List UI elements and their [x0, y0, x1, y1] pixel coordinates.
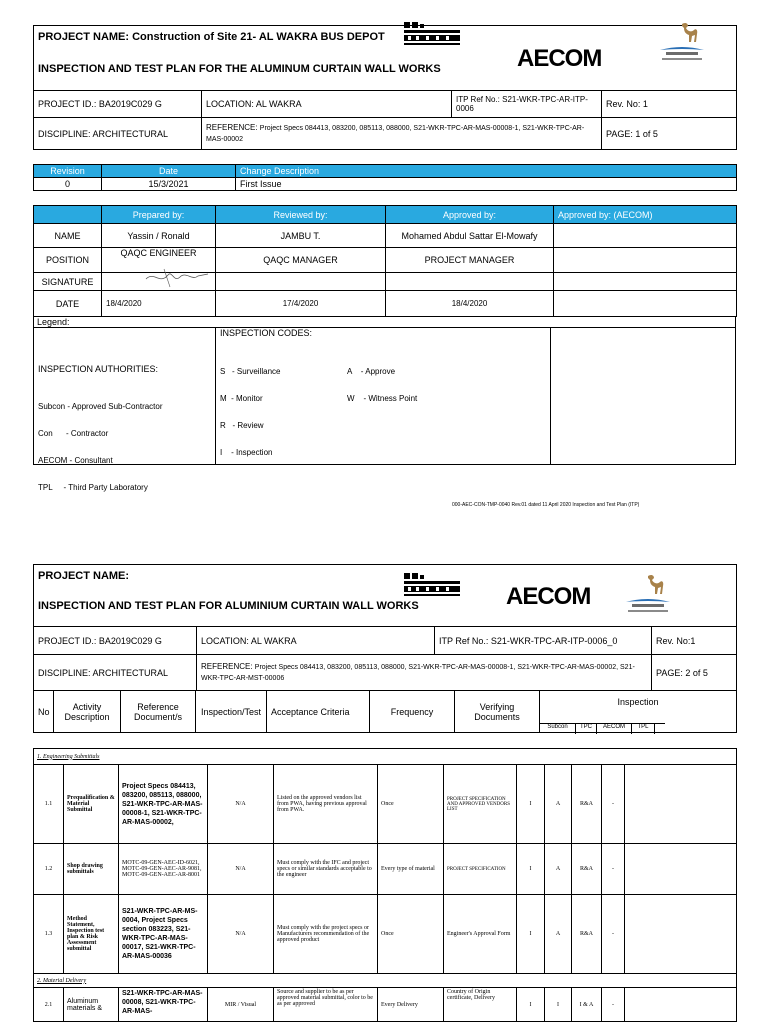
row-reference: Project Specs 084413, 083200, 085113, 088000, S21-WKR-TPC-AR-MAS-00008-1, S21-WKR-TPC-AR-MAS-00002,: [119, 765, 208, 844]
col-verifying-docs: Verifying Documents: [455, 691, 540, 733]
reference-text: Project Specs 084413, 083200, 085113, 088000, S21-WKR-TPC-AR-MAS-00008-1, S21-WKR-TPC-AR-MAS-00002: [206, 124, 585, 143]
row-reference: MOTC-09-GEN-AEC-ID-6021, MOTC-09-GEN-AEC-AR-9081, MOTC-09-GEN-AEC-AR-8001: [119, 844, 208, 895]
row-tpl: -: [602, 765, 625, 844]
legend-vline-1: [215, 327, 216, 464]
prepared-name: Yassin / Ronald: [102, 224, 216, 248]
code-r: R - Review: [220, 421, 264, 430]
discipline: DISCIPLINE: ARCHITECTURAL: [34, 118, 202, 150]
signature-label: SIGNATURE: [34, 273, 102, 291]
code-w: W - Witness Point: [347, 394, 418, 403]
project-name: PROJECT NAME: Construction of Site 21- AL WAKRA BUS DEPOT: [34, 26, 452, 48]
col-no: No: [34, 691, 54, 733]
code-a: A - Approve: [347, 367, 396, 376]
row-frequency: Every Delivery: [378, 988, 444, 1022]
row-aecom: R&A: [572, 765, 602, 844]
row-subcon: I: [517, 844, 545, 895]
row-frequency: Every type of material: [378, 844, 444, 895]
qatar-diar-logo: [404, 22, 462, 64]
aecom-date: [554, 291, 737, 317]
code-i: I - Inspection: [220, 448, 273, 457]
row-reference: S21-WKR-TPC-AR-MAS-00008, S21-WKR-TPC-AR-MAS-: [119, 988, 208, 1022]
project-id: PROJECT ID.: BA2019C029 G: [34, 91, 202, 118]
change-description-header: Change Description: [236, 165, 737, 178]
row-remarks: [625, 765, 737, 844]
table-row: [34, 844, 737, 895]
authority-aecom: AECOM - Consultant: [38, 456, 113, 465]
col-inspection-test: Inspection/Test: [196, 691, 267, 733]
p2-rev-no: Rev. No:1: [652, 627, 737, 655]
sub-subcon: Subcon: [540, 724, 576, 734]
inspection-sub-cell: [540, 713, 737, 733]
page-number: PAGE: 1 of 5: [602, 118, 737, 150]
row-activity: Method Statement, Inspection test plan & Risk Assessment submittal: [64, 895, 119, 974]
p2-column-header-table: [33, 690, 737, 733]
col-activity: Activity Description: [54, 691, 121, 733]
row-aecom: R&A: [572, 895, 602, 974]
col-acceptance: Acceptance Criteria: [267, 691, 370, 733]
sub-tpl: TPL: [632, 724, 655, 734]
prepared-signature: [102, 273, 216, 291]
reviewed-name: JAMBU T.: [216, 224, 386, 248]
aecom-logo: AECOM: [517, 45, 602, 72]
row-remarks: [625, 988, 737, 1022]
p2-page-number: PAGE: 2 of 5: [652, 655, 737, 691]
reviewed-position: QAQC MANAGER: [216, 248, 386, 273]
itp-ref: ITP Ref No.: S21-WKR-TPC-AR-ITP-0006: [452, 91, 602, 118]
p2-project-name: PROJECT NAME:: [34, 565, 435, 587]
contractor-logo: [652, 20, 712, 64]
row-subcon: I: [517, 765, 545, 844]
reference: [202, 118, 602, 150]
footer-note: 000-AEC-CON-TMP-0040 Rev.01 dated 11 April 2020 Inspection and Test Plan (ITP): [452, 502, 640, 508]
p2-reference-text: Project Specs 084413, 083200, 085113, 088000, S21-WKR-TPC-AR-MAS-00008-1, S21-WKR-TPC-AR-MAS-00002, S21-WKR-TPC-AR-MST-00006: [201, 663, 635, 682]
row-criteria: Source and supplier to be as per approved material submittal, color to be as per approved: [274, 988, 378, 1022]
legend-box: [33, 316, 736, 492]
aecom-signature: [554, 273, 737, 291]
p2-location: LOCATION: AL WAKRA: [197, 627, 435, 655]
row-test: N/A: [208, 844, 274, 895]
authorities-title: INSPECTION AUTHORITIES:: [38, 364, 159, 374]
p2-reference: [197, 655, 652, 691]
row-test: N/A: [208, 895, 274, 974]
p2-qatar-diar-logo: [404, 573, 462, 613]
legend-label: Legend:: [37, 317, 70, 327]
row-frequency: Once: [378, 895, 444, 974]
camel-icon: [652, 20, 712, 64]
prepared-by-header: Prepared by:: [102, 206, 216, 224]
prepared-position: QAQC ENGINEER: [102, 248, 216, 273]
row-aecom: I & A: [572, 988, 602, 1022]
col-inspection: Inspection: [540, 691, 737, 713]
p2-discipline: DISCIPLINE: ARCHITECTURAL: [34, 655, 197, 691]
row-reference: S21-WKR-TPC-AR-MS-0004, Project Specs section 083223, S21-WKR-TPC-AR-MAS-00017, S21-WKR-TPC-AR-MAS-00036: [119, 895, 208, 974]
row-no: 1.1: [34, 765, 64, 844]
change-description-value: First Issue: [236, 178, 737, 191]
authorities-list: [38, 384, 163, 510]
p2-camel-icon: [618, 572, 678, 616]
row-docs: Country of Origin certificate, Delivery: [444, 988, 517, 1022]
authority-tpl: TPL - Third Party Laboratory: [38, 483, 148, 492]
p2-qatar-diar-mark-icon: [404, 573, 462, 603]
code-m: M - Monitor: [220, 394, 263, 403]
inspection-sub-row: [540, 723, 665, 734]
table-row: [34, 765, 737, 844]
row-subcon: I: [517, 895, 545, 974]
row-docs: PROJECT SPECIFICATION: [444, 844, 517, 895]
row-docs: PROJECT SPECIFICATION AND APPROVED VENDORS LIST: [444, 765, 517, 844]
row-activity: Shop drawing submittals: [64, 844, 119, 895]
row-criteria: Must comply with the project specs or Manufacturers recommendation of the approved product: [274, 895, 378, 974]
revision-value: 0: [34, 178, 102, 191]
legend-vline-2: [550, 327, 551, 464]
row-docs: Engineer's Approval Form: [444, 895, 517, 974]
approved-by-header: Approved by:: [386, 206, 554, 224]
approval-table: [33, 205, 737, 317]
approved-name: Mohamed Abdul Sattar El-Mowafy: [386, 224, 554, 248]
row-aecom: R&A: [572, 844, 602, 895]
row-remarks: [625, 844, 737, 895]
codes-right-list: [347, 349, 417, 421]
date-header: Date: [102, 165, 236, 178]
row-tpl: -: [602, 988, 625, 1022]
row-no: 1.3: [34, 895, 64, 974]
row-tpc: A: [545, 844, 572, 895]
col-reference: Reference Document/s: [121, 691, 196, 733]
approved-date: 18/4/2020: [386, 291, 554, 317]
aecom-position: [554, 248, 737, 273]
row-no: 2.1: [34, 988, 64, 1022]
row-activity: Aluminum materials &: [64, 988, 119, 1022]
row-test: N/A: [208, 765, 274, 844]
rev-no: Rev. No: 1: [602, 91, 737, 118]
sub-tpc: TPC: [576, 724, 597, 734]
document-title: INSPECTION AND TEST PLAN FOR THE ALUMINUM CURTAIN WALL WORKS: [34, 48, 452, 91]
revision-header: Revision: [34, 165, 102, 178]
p2-reference-label: REFERENCE:: [201, 661, 253, 671]
approved-signature: [386, 273, 554, 291]
row-tpc: A: [545, 895, 572, 974]
p2-document-title: INSPECTION AND TEST PLAN FOR ALUMINIUM CURTAIN WALL WORKS: [34, 587, 435, 627]
position-label: POSITION: [34, 248, 102, 273]
row-criteria: Listed on the approved vendors list from PWA, having previous approval from PWA.: [274, 765, 378, 844]
prepared-date: 18/4/2020: [102, 291, 216, 317]
codes-title: INSPECTION CODES:: [220, 328, 313, 338]
approved-position: PROJECT MANAGER: [386, 248, 554, 273]
approval-header-blank: [34, 206, 102, 224]
authority-con: Con - Contractor: [38, 429, 109, 438]
row-test: MIR / Visual: [208, 988, 274, 1022]
row-subcon: I: [517, 988, 545, 1022]
row-tpl: -: [602, 844, 625, 895]
section-material-delivery: 2. Material Delivery: [34, 974, 737, 988]
row-tpc: A: [545, 765, 572, 844]
signature-scribble-icon: [142, 267, 212, 289]
col-frequency: Frequency: [370, 691, 455, 733]
codes-left-list: [220, 349, 280, 475]
p2-aecom-logo: AECOM: [506, 583, 591, 610]
location: LOCATION: AL WAKRA: [202, 91, 452, 118]
table-row: [34, 988, 737, 1022]
legend-divider: [34, 327, 735, 328]
reviewed-date: 17/4/2020: [216, 291, 386, 317]
approved-by-aecom-header: Approved by: (AECOM): [554, 206, 737, 224]
table-row: [34, 895, 737, 974]
page1-header-table: [33, 25, 737, 150]
row-tpl: -: [602, 895, 625, 974]
sub-aecom: AECOM: [597, 724, 632, 734]
section-engineering-submittals: 1. Engineering Submittals: [34, 749, 737, 765]
code-s: S - Surveillance: [220, 367, 281, 376]
qatar-diar-mark-icon: [404, 22, 462, 52]
reviewed-by-header: Reviewed by:: [216, 206, 386, 224]
p2-itp-ref: ITP Ref No.: S21-WKR-TPC-AR-ITP-0006_0: [435, 627, 652, 655]
name-label: NAME: [34, 224, 102, 248]
row-no: 1.2: [34, 844, 64, 895]
reference-label: REFERENCE:: [206, 122, 258, 132]
authority-subcon: Subcon - Approved Sub-Contractor: [38, 402, 163, 411]
date-value: 15/3/2021: [102, 178, 236, 191]
revision-table: [33, 164, 737, 191]
date-label: DATE: [34, 291, 102, 317]
row-remarks: [625, 895, 737, 974]
aecom-name: [554, 224, 737, 248]
p2-contractor-logo: [618, 572, 678, 616]
row-tpc: I: [545, 988, 572, 1022]
reviewed-signature: [216, 273, 386, 291]
row-activity: Prequalification & Material Submittal: [64, 765, 119, 844]
p2-activities-table: [33, 748, 737, 1022]
p2-project-id: PROJECT ID.: BA2019C029 G: [34, 627, 197, 655]
row-criteria: Must comply with the IFC and project specs or similar standards acceptable to the engineer: [274, 844, 378, 895]
row-frequency: Once: [378, 765, 444, 844]
